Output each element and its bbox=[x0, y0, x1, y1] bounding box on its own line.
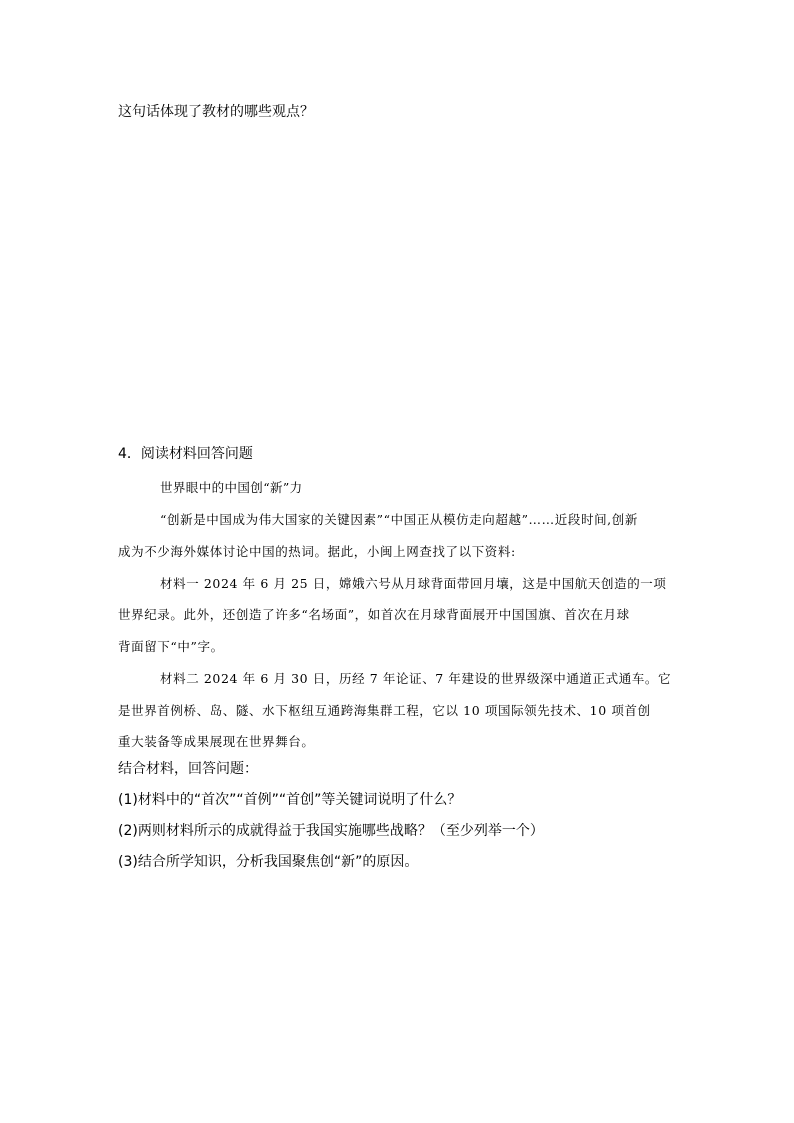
material-title: 世界眼中的中国创“新”力 bbox=[160, 480, 303, 495]
question-4-heading: 4．阅读材料回答问题 bbox=[118, 446, 253, 462]
material-1-line-2: 世界纪录。此外，还创造了许多“名场面”，如首次在月球背面展开中国国旗、首次在月球 bbox=[118, 607, 630, 622]
material-2-line-2: 是世界首例桥、岛、隧、水下枢纽互通跨海集群工程，它以 10 项国际领先技术、10 项首创 bbox=[118, 703, 651, 718]
material-1-line-1: 材料一 2024 年 6 月 25 日，嫦娥六号从月球背面带回月壤，这是中国航天创造的一项 bbox=[160, 576, 667, 591]
sub-question-1: (1)材料中的“首次”“首例”“首创”等关键词说明了什么？ bbox=[118, 792, 462, 808]
intro-line-2: 成为不少海外媒体讨论中国的热词。据此，小闽上网查找了以下资料: bbox=[118, 544, 516, 559]
material-2-line-1: 材料二 2024 年 6 月 30 日，历经 7 年论证、7 年建设的世界级深中通道正式通车。它 bbox=[160, 671, 672, 686]
question-3-tail: 这句话体现了教材的哪些观点？ bbox=[118, 104, 314, 120]
sub-question-2: (2)两则材料所示的成就得益于我国实施哪些战略？（至少列举一个） bbox=[118, 823, 544, 839]
intro-line-1: “创新是中国成为伟大国家的关键因素”“中国正从模仿走向超越”……近段时间,创新 bbox=[160, 512, 638, 527]
material-1-line-3: 背面留下“中”字。 bbox=[118, 639, 224, 654]
sub-question-3: (3)结合所学知识，分析我国聚焦创“新”的原因。 bbox=[118, 854, 419, 870]
answer-prompt: 结合材料，回答问题： bbox=[118, 761, 258, 777]
material-2-line-3: 重大装备等成果展现在世界舞台。 bbox=[118, 734, 315, 749]
